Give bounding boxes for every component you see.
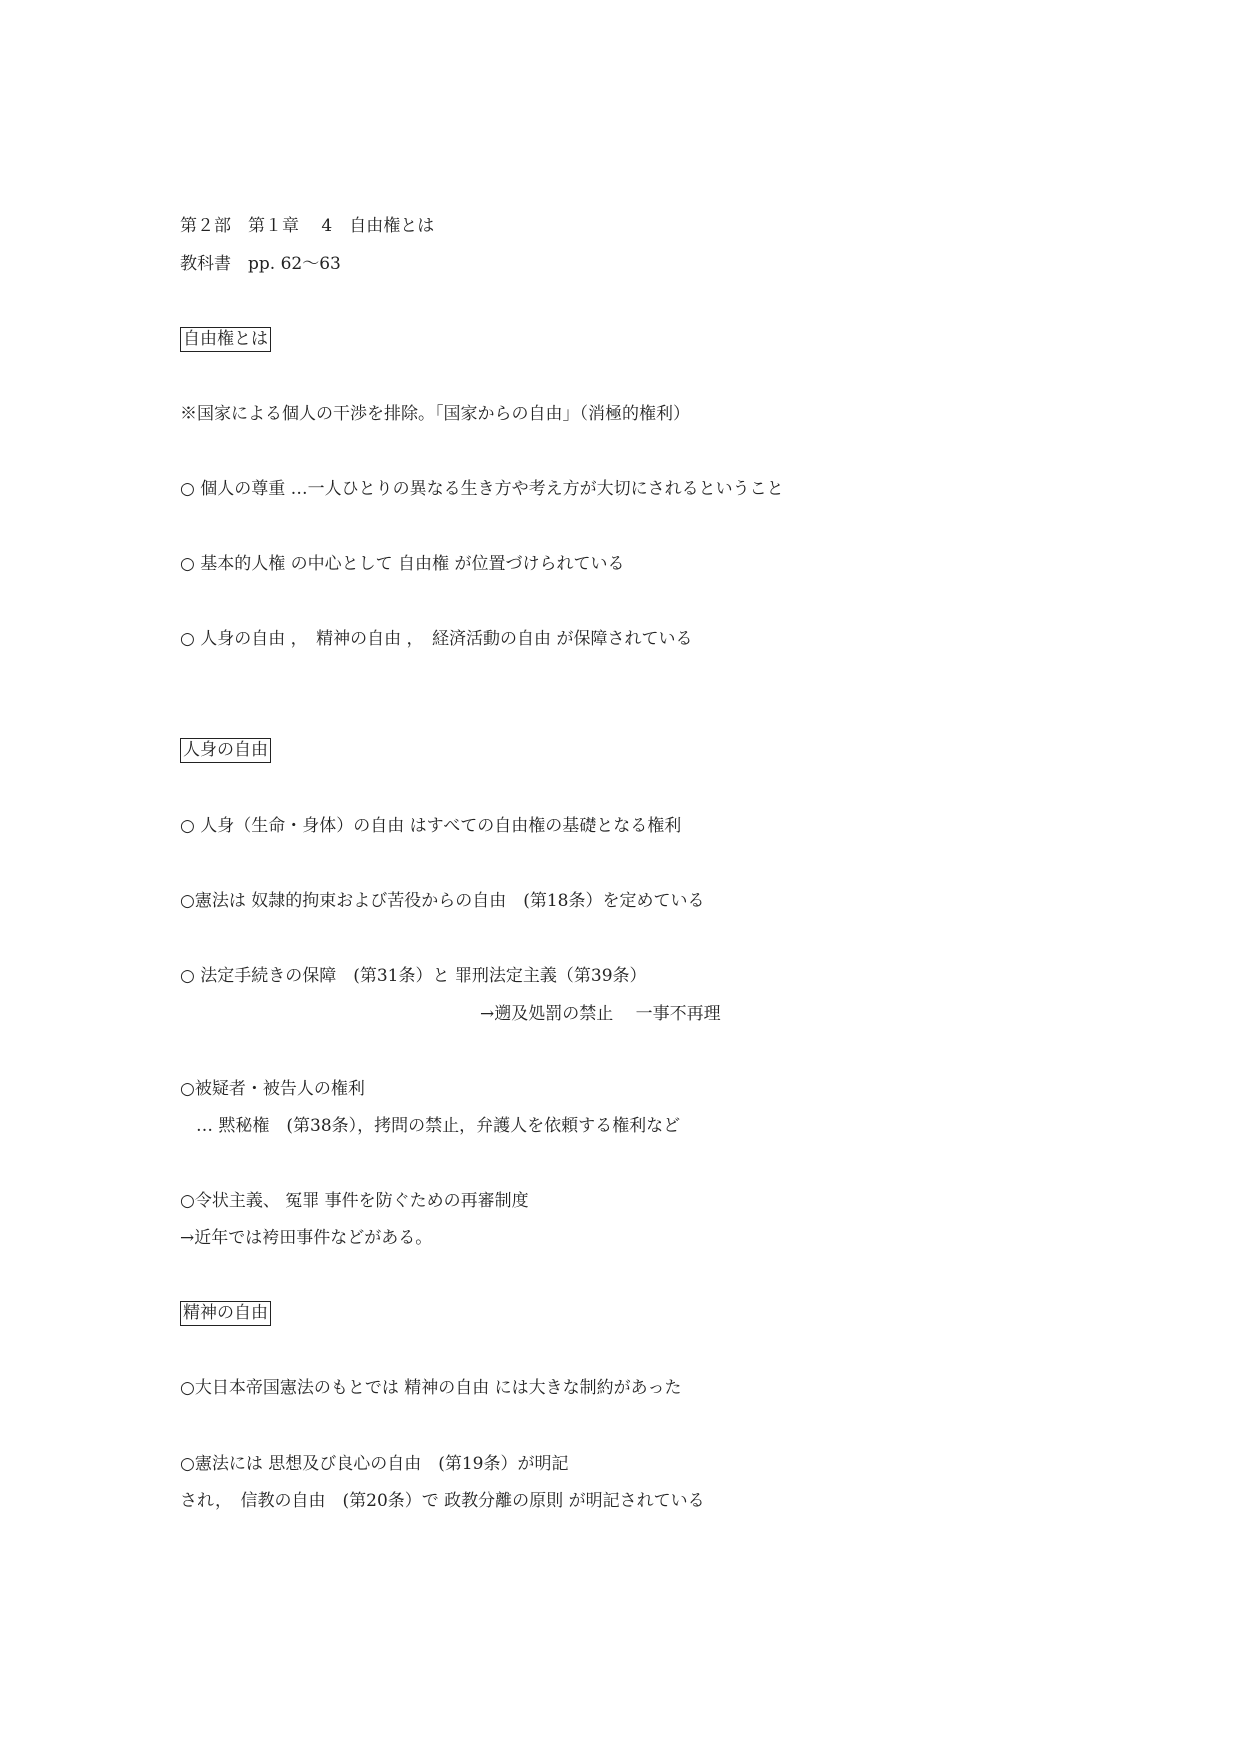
section-heading-freedom-rights: 自由権とは [180, 327, 271, 352]
sub-line: →遡及処罰の禁止 一事不再理 [480, 1004, 721, 1024]
bullet-line: ○大日本帝国憲法のもとでは 精神の自由 には大きな制約があった [180, 1378, 682, 1398]
bullet-line: ○被疑者・被告人の権利 [180, 1079, 365, 1099]
bullet-line: ○憲法は 奴隷的拘束および苦役からの自由 (第18条）を定めている [180, 891, 705, 911]
textbook-pages: 教科書 pp. 62～63 [180, 254, 341, 274]
note-line: ※国家による個人の干渉を排除。「国家からの自由」（消極的権利） [180, 404, 690, 424]
continuation-line: され， 信教の自由 (第20条）で 政教分離の原則 が明記されている [180, 1491, 705, 1511]
bullet-line: ○ 人身（生命・身体）の自由 はすべての自由権の基礎となる権利 [180, 816, 682, 836]
chapter-title: 第２部 第１章 4 自由権とは [180, 216, 435, 236]
bullet-line: ○ 基本的人権 の中心として 自由権 が位置づけられている [180, 554, 625, 574]
section-heading-personal-freedom: 人身の自由 [180, 738, 271, 763]
bullet-line: ○ 法定手続きの保障 (第31条）と 罪刑法定主義（第39条） [180, 966, 647, 986]
bullet-line: ○令状主義、 冤罪 事件を防ぐための再審制度 [180, 1191, 529, 1211]
sub-line: … 黙秘権 (第38条），拷問の禁止，弁護人を依頼する権利など [196, 1116, 681, 1136]
bullet-line: ○ 人身の自由 ， 精神の自由 ， 経済活動の自由 が保障されている [180, 629, 693, 649]
bullet-line: ○憲法には 思想及び良心の自由 (第19条）が明記 [180, 1454, 569, 1474]
section-heading-spiritual-freedom: 精神の自由 [180, 1301, 271, 1326]
bullet-line: ○ 個人の尊重 …一人ひとりの異なる生き方や考え方が大切にされるということ [180, 479, 784, 499]
sub-line: →近年では袴田事件などがある。 [180, 1228, 433, 1248]
